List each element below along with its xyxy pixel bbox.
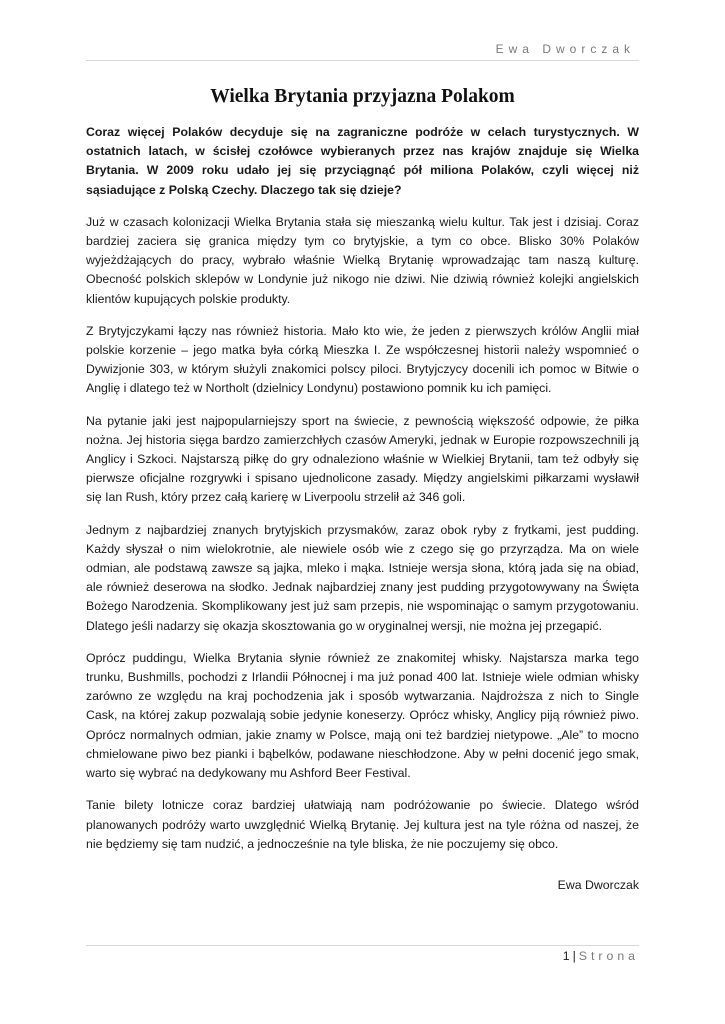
document-body: [86, 123, 639, 867]
footer-divider: [86, 945, 639, 946]
paragraph-football: Na pytanie jaki jest najpopularniejszy sport na świecie, z pewnością większość odpowie, że piłka nożna. Jej historia sięga bardzo zamierzchłych czasów Ameryki, jednak w Europie rozpowszechnili ją Anglicy i Szkoci. Najstarszą piłkę do gry odnaleziono właśnie w Wielkiej Brytanii, tam też odbyły się pierwsze oficjalne rozgrywki i spisano ujednolicone zasady. Między angielskimi piłkarzami wysławił się Ian Rush, który przez całą karierę w Liverpoolu strzelił aż 346 goli.: [86, 413, 639, 505]
paragraph-pudding: Jednym z najbardziej znanych brytyjskich przysmaków, zaraz obok ryby z frytkami, jest pudding. Każdy słyszał o nim wielokrotnie, ale niewiele osób wie z czego się go przyrządza. Ma on wiele odmian, ale podstawą zawsze są jajka, mleko i mąka. Istnieje wersja słona, którą jada się na obiad, ale również deserowa na słodko. Jednak najbardziej znany jest pudding przygotowywany na Święta Bożego Narodzenia. Skomplikowany jest już sam przepis, nie wspominając o samym przygotowaniu. Dlatego jeśli nadarzy się okazja skosztowania go w oryginalnej wersji, nie można jej przegapić.: [86, 522, 639, 633]
author-signature: Ewa Dworczak: [557, 878, 639, 892]
paragraph-conclusion: Tanie bilety lotnicze coraz bardziej ułatwiają nam podróżowanie po świecie. Dlatego wśród planowanych podróży warto uwzględnić Wielką Brytanię. Jej kultura jest na tyle różna od naszej, że nie będziemy się tam nudzić, a jednocześnie na tyle bliska, że nie poczujemy się obco.: [86, 798, 639, 851]
page-header-author: Ewa Dworczak: [495, 42, 635, 56]
paragraph-history: Z Brytyjczykami łączy nas również historia. Mało kto wie, że jeden z pierwszych królów Anglii miał polskie korzenie – jego matka była córką Mieszka I. Ze współczesnej historii należy wspomnieć o Dywizjonie 303, w którym służyli znakomici polscy piloci. Brytyjczycy docenili ich pomoc w Bitwie o Anglię i dlatego też w Northolt (dzielnicy Londynu) postawiono pomnik ku ich pamięci.: [86, 323, 639, 396]
paragraph-whisky: Oprócz puddingu, Wielka Brytania słynie również ze znakomitej whisky. Najstarsza marka tego trunku, Bushmills, pochodzi z Irlandii Północnej i ma już ponad 400 lat. Istnieje wiele odmian whisky zarówno ze względu na kraj pochodzenia jak i sposób wytwarzania. Najdroższa z nich to Single Cask, na której zakup pozwalają sobie jedynie koneserzy. Oprócz whisky, Anglicy piją również piwo. Oprócz normalnych odmian, jakie znamy w Polsce, mają oni też bardziej nietypowe. „Ale” to mocno chmielowane piwo bez pianki i bąbelków, podawane nieschłodzone. Aby w pełni docenić jego smak, warto się wybrać na dedykowany mu Ashford Beer Festival.: [86, 650, 639, 781]
paragraph-culture: Już w czasach kolonizacji Wielka Brytania stała się mieszanką wielu kultur. Tak jest i dzisiaj. Coraz bardziej zaciera się granica między tym co brytyjskie, a tym co obce. Blisko 30% Polaków wyjeżdżających do pracy, wybrało właśnie Wielką Brytanię wprowadzając tam naszą kulturę. Obecność polskich sklepów w Londynie już nikogo nie dziwi. Nie dziwią również kolejki angielskich klientów kupujących polskie produkty.: [86, 214, 639, 306]
page-number: 1: [562, 949, 570, 963]
document-title: Wielka Brytania przyjazna Polakom: [210, 86, 515, 107]
page-label: Strona: [578, 949, 639, 963]
page-footer: [563, 949, 639, 963]
lead-paragraph: Coraz więcej Polaków decyduje się na zagraniczne podróże w celach turystycznych. W ostatnich latach, w ścisłej czołówce wybieranych przez nas krajów znajduje się Wielka Brytania. W 2009 roku udało jej się przyciągnąć pół miliona Polaków, czyli więcej niż sąsiadujące z Polską Czechy. Dlaczego tak się dzieje?: [86, 125, 639, 197]
footer-separator: |: [572, 949, 576, 963]
header-divider: [86, 60, 639, 61]
